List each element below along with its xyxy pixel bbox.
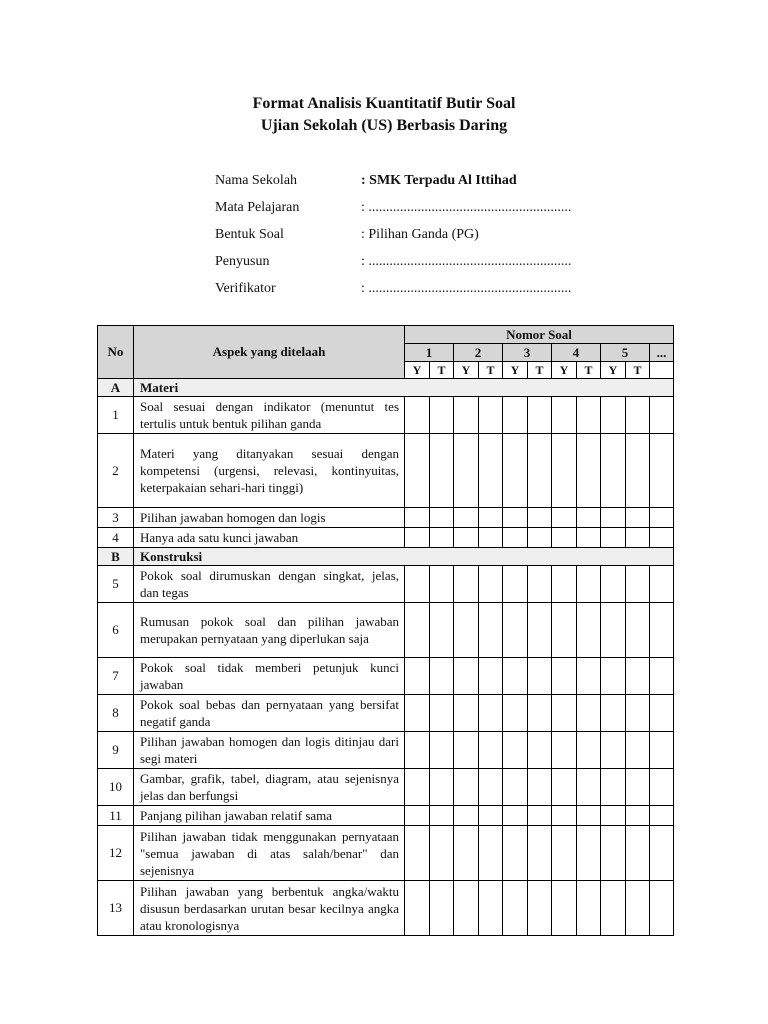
check-cell[interactable] — [430, 658, 454, 695]
check-cell[interactable] — [528, 397, 552, 434]
check-cell[interactable] — [405, 397, 430, 434]
check-cell[interactable] — [650, 881, 674, 936]
check-cell[interactable] — [552, 528, 577, 548]
info-label: Mata Pelajaran — [215, 200, 300, 215]
check-cell[interactable] — [601, 826, 626, 881]
analysis-table — [97, 325, 674, 936]
check-cell[interactable] — [650, 695, 674, 732]
check-cell[interactable] — [577, 508, 601, 528]
item-aspect: Soal sesuai dengan indikator (menuntut tes tertulis untuk bentuk pilihan ganda — [134, 397, 405, 434]
info-value: : SMK Terpadu Al Ittihad — [361, 173, 517, 188]
info-value: : Pilihan Ganda (PG) — [361, 227, 479, 242]
check-cell[interactable] — [454, 826, 479, 881]
check-cell[interactable] — [552, 806, 577, 826]
check-cell[interactable] — [577, 826, 601, 881]
check-cell[interactable] — [454, 658, 479, 695]
check-cell[interactable] — [405, 508, 430, 528]
table-row — [98, 881, 674, 936]
table-row — [98, 566, 674, 603]
check-cell[interactable] — [577, 881, 601, 936]
check-cell[interactable] — [405, 566, 430, 603]
info-row-verifier — [215, 281, 635, 308]
check-cell[interactable] — [430, 695, 454, 732]
check-cell[interactable] — [577, 658, 601, 695]
check-cell[interactable] — [503, 397, 528, 434]
table-row — [98, 826, 674, 881]
check-cell[interactable] — [626, 695, 650, 732]
check-cell[interactable] — [601, 695, 626, 732]
check-cell[interactable] — [626, 434, 650, 508]
check-cell[interactable] — [454, 603, 479, 658]
check-cell[interactable] — [601, 603, 626, 658]
check-cell[interactable] — [503, 881, 528, 936]
check-cell[interactable] — [650, 826, 674, 881]
header-more: ... — [650, 344, 674, 362]
check-cell[interactable] — [479, 732, 503, 769]
check-cell[interactable] — [626, 806, 650, 826]
check-cell[interactable] — [626, 826, 650, 881]
item-number: 4 — [98, 528, 134, 548]
item-number: 6 — [98, 603, 134, 658]
check-cell[interactable] — [405, 881, 430, 936]
check-cell[interactable] — [577, 769, 601, 806]
check-cell[interactable] — [650, 566, 674, 603]
check-cell[interactable] — [430, 508, 454, 528]
check-cell[interactable] — [528, 695, 552, 732]
check-cell[interactable] — [503, 603, 528, 658]
check-cell[interactable] — [552, 397, 577, 434]
item-number: 8 — [98, 695, 134, 732]
check-cell[interactable] — [479, 434, 503, 508]
item-number: 7 — [98, 658, 134, 695]
check-cell[interactable] — [601, 658, 626, 695]
check-cell[interactable] — [552, 881, 577, 936]
item-number: 5 — [98, 566, 134, 603]
document-title: Format Analisis Kuantitatif Butir Soal — [252, 95, 516, 112]
check-cell[interactable] — [405, 695, 430, 732]
check-cell[interactable] — [528, 658, 552, 695]
check-cell[interactable] — [528, 826, 552, 881]
check-cell[interactable] — [454, 566, 479, 603]
check-cell[interactable] — [552, 566, 577, 603]
info-row-author — [215, 254, 635, 281]
check-cell[interactable] — [405, 769, 430, 806]
check-cell[interactable] — [405, 603, 430, 658]
info-label: Penyusun — [215, 254, 270, 269]
check-cell[interactable] — [430, 769, 454, 806]
header-number: 3 — [503, 344, 552, 362]
item-aspect: Pilihan jawaban homogen dan logis — [134, 508, 405, 528]
check-cell[interactable] — [503, 769, 528, 806]
check-cell[interactable] — [479, 658, 503, 695]
info-value: : .......................................................... — [361, 254, 572, 269]
item-aspect: Pilihan jawaban yang berbentuk angka/waktu disusun berdasarkan urutan besar kecilnya angka atau kronologisnya — [134, 881, 405, 936]
section-letter: B — [98, 548, 134, 566]
check-cell[interactable] — [650, 397, 674, 434]
header-yes: Y — [454, 362, 479, 379]
check-cell[interactable] — [454, 732, 479, 769]
check-cell[interactable] — [503, 658, 528, 695]
info-value: : .......................................................... — [361, 281, 572, 296]
check-cell[interactable] — [650, 508, 674, 528]
table-row — [98, 658, 674, 695]
info-block — [215, 173, 635, 308]
check-cell[interactable] — [430, 806, 454, 826]
check-cell[interactable] — [430, 826, 454, 881]
check-cell[interactable] — [430, 434, 454, 508]
table-row — [98, 603, 674, 658]
header-number: 2 — [454, 344, 503, 362]
item-aspect: Pilihan jawaban tidak menggunakan pernyataan "semua jawaban di atas salah/benar" dan sejenisnya — [134, 826, 405, 881]
check-cell[interactable] — [503, 434, 528, 508]
item-aspect: Rumusan pokok soal dan pilihan jawaban merupakan pernyataan yang diperlukan saja — [134, 603, 405, 658]
check-cell[interactable] — [405, 528, 430, 548]
check-cell[interactable] — [503, 806, 528, 826]
check-cell[interactable] — [626, 508, 650, 528]
check-cell[interactable] — [528, 566, 552, 603]
check-cell[interactable] — [577, 806, 601, 826]
section-row — [98, 548, 674, 566]
table-body — [98, 379, 674, 936]
check-cell[interactable] — [577, 566, 601, 603]
check-cell[interactable] — [552, 769, 577, 806]
check-cell[interactable] — [528, 528, 552, 548]
info-row-subject — [215, 200, 635, 227]
check-cell[interactable] — [577, 434, 601, 508]
check-cell[interactable] — [552, 826, 577, 881]
check-cell[interactable] — [601, 806, 626, 826]
check-cell[interactable] — [601, 566, 626, 603]
check-cell[interactable] — [552, 658, 577, 695]
check-cell[interactable] — [552, 508, 577, 528]
check-cell[interactable] — [626, 603, 650, 658]
check-cell[interactable] — [454, 434, 479, 508]
info-label: Bentuk Soal — [215, 227, 284, 242]
table-row — [98, 528, 674, 548]
check-cell[interactable] — [601, 732, 626, 769]
check-cell[interactable] — [479, 806, 503, 826]
check-cell[interactable] — [650, 732, 674, 769]
check-cell[interactable] — [528, 603, 552, 658]
document-subtitle: Ujian Sekolah (US) Berbasis Daring — [260, 117, 508, 134]
header-yes: Y — [503, 362, 528, 379]
header-number: 1 — [405, 344, 454, 362]
check-cell[interactable] — [454, 806, 479, 826]
check-cell[interactable] — [552, 732, 577, 769]
check-cell[interactable] — [405, 806, 430, 826]
check-cell[interactable] — [454, 881, 479, 936]
check-cell[interactable] — [503, 566, 528, 603]
check-cell[interactable] — [479, 528, 503, 548]
header-no: No — [98, 326, 134, 379]
check-cell[interactable] — [552, 603, 577, 658]
section-row — [98, 379, 674, 397]
check-cell[interactable] — [454, 508, 479, 528]
check-cell[interactable] — [430, 881, 454, 936]
header-yes: Y — [552, 362, 577, 379]
table-row — [98, 434, 674, 508]
item-aspect: Panjang pilihan jawaban relatif sama — [134, 806, 405, 826]
table-row — [98, 732, 674, 769]
check-cell[interactable] — [430, 566, 454, 603]
check-cell[interactable] — [454, 528, 479, 548]
check-cell[interactable] — [601, 508, 626, 528]
info-row-question-type — [215, 227, 635, 254]
section-letter: A — [98, 379, 134, 397]
check-cell[interactable] — [577, 397, 601, 434]
info-row-school — [215, 173, 635, 200]
check-cell[interactable] — [626, 658, 650, 695]
check-cell[interactable] — [528, 508, 552, 528]
check-cell[interactable] — [528, 806, 552, 826]
check-cell[interactable] — [577, 528, 601, 548]
item-aspect: Hanya ada satu kunci jawaban — [134, 528, 405, 548]
header-no-mark: T — [577, 362, 601, 379]
check-cell[interactable] — [650, 528, 674, 548]
check-cell[interactable] — [577, 603, 601, 658]
item-number: 2 — [98, 434, 134, 508]
table-row — [98, 508, 674, 528]
check-cell[interactable] — [650, 658, 674, 695]
check-cell[interactable] — [626, 528, 650, 548]
check-cell[interactable] — [650, 806, 674, 826]
check-cell[interactable] — [626, 769, 650, 806]
item-aspect: Pokok soal dirumuskan dengan singkat, jelas, dan tegas — [134, 566, 405, 603]
check-cell[interactable] — [528, 769, 552, 806]
check-cell[interactable] — [552, 434, 577, 508]
check-cell[interactable] — [454, 695, 479, 732]
table-row — [98, 695, 674, 732]
item-number: 10 — [98, 769, 134, 806]
info-label: Verifikator — [215, 281, 276, 296]
check-cell[interactable] — [528, 881, 552, 936]
check-cell[interactable] — [577, 695, 601, 732]
check-cell[interactable] — [650, 434, 674, 508]
header-number: 5 — [601, 344, 650, 362]
check-cell[interactable] — [454, 397, 479, 434]
section-title: Materi — [134, 379, 674, 397]
check-cell[interactable] — [479, 881, 503, 936]
item-number: 13 — [98, 881, 134, 936]
check-cell[interactable] — [503, 528, 528, 548]
item-aspect: Gambar, grafik, tabel, diagram, atau sejenisnya jelas dan berfungsi — [134, 769, 405, 806]
item-aspect: Pilihan jawaban homogen dan logis ditinjau dari segi materi — [134, 732, 405, 769]
item-number: 12 — [98, 826, 134, 881]
header-no-mark: T — [479, 362, 503, 379]
check-cell[interactable] — [528, 732, 552, 769]
item-number: 11 — [98, 806, 134, 826]
check-cell[interactable] — [650, 769, 674, 806]
check-cell[interactable] — [430, 603, 454, 658]
check-cell[interactable] — [626, 732, 650, 769]
check-cell[interactable] — [626, 566, 650, 603]
check-cell[interactable] — [503, 732, 528, 769]
check-cell[interactable] — [405, 434, 430, 508]
header-aspect: Aspek yang ditelaah — [134, 326, 405, 379]
check-cell[interactable] — [552, 695, 577, 732]
item-number: 1 — [98, 397, 134, 434]
check-cell[interactable] — [503, 695, 528, 732]
header-question-number: Nomor Soal — [405, 326, 674, 344]
table-row — [98, 806, 674, 826]
header-yes: Y — [405, 362, 430, 379]
item-aspect: Pokok soal bebas dan pernyataan yang bersifat negatif ganda — [134, 695, 405, 732]
check-cell[interactable] — [479, 695, 503, 732]
info-value: : .......................................................... — [361, 200, 572, 215]
check-cell[interactable] — [479, 508, 503, 528]
item-number: 3 — [98, 508, 134, 528]
check-cell[interactable] — [479, 603, 503, 658]
check-cell[interactable] — [405, 658, 430, 695]
check-cell[interactable] — [601, 881, 626, 936]
check-cell[interactable] — [650, 603, 674, 658]
item-aspect: Materi yang ditanyakan sesuai dengan kompetensi (urgensi, relevasi, kontinyuitas, keterpakaian sehari-hari tinggi) — [134, 434, 405, 508]
check-cell[interactable] — [528, 434, 552, 508]
check-cell[interactable] — [503, 508, 528, 528]
check-cell[interactable] — [577, 732, 601, 769]
check-cell[interactable] — [405, 732, 430, 769]
check-cell[interactable] — [430, 528, 454, 548]
header-no-mark: T — [430, 362, 454, 379]
header-no-mark: T — [626, 362, 650, 379]
check-cell[interactable] — [626, 397, 650, 434]
check-cell[interactable] — [601, 397, 626, 434]
check-cell[interactable] — [454, 769, 479, 806]
item-number: 9 — [98, 732, 134, 769]
check-cell[interactable] — [626, 881, 650, 936]
check-cell[interactable] — [405, 826, 430, 881]
check-cell[interactable] — [479, 566, 503, 603]
item-aspect: Pokok soal tidak memberi petunjuk kunci jawaban — [134, 658, 405, 695]
header-blank — [650, 362, 674, 379]
check-cell[interactable] — [430, 732, 454, 769]
check-cell[interactable] — [430, 397, 454, 434]
check-cell[interactable] — [479, 397, 503, 434]
section-title: Konstruksi — [134, 548, 674, 566]
info-label: Nama Sekolah — [215, 173, 298, 188]
check-cell[interactable] — [479, 826, 503, 881]
header-yes: Y — [601, 362, 626, 379]
header-number: 4 — [552, 344, 601, 362]
check-cell[interactable] — [601, 434, 626, 508]
table-row — [98, 769, 674, 806]
check-cell[interactable] — [601, 528, 626, 548]
check-cell[interactable] — [479, 769, 503, 806]
table-row — [98, 397, 674, 434]
check-cell[interactable] — [601, 769, 626, 806]
header-no-mark: T — [528, 362, 552, 379]
check-cell[interactable] — [503, 826, 528, 881]
